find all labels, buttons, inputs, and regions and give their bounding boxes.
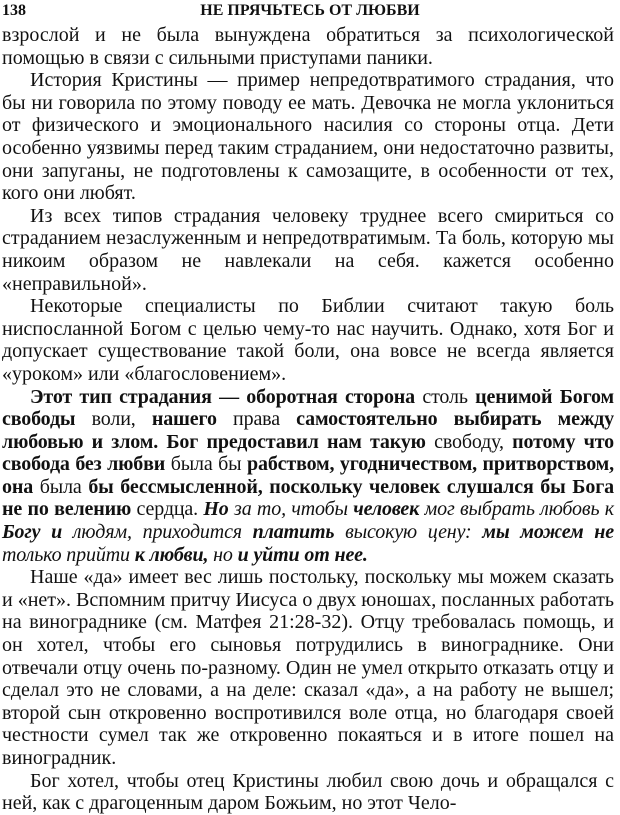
text-run: Наше «да» имеет вес лишь постольку, поскольку мы можем сказать и «нет». Вспомним притчу Иисуса о двух юношах, посланных работать на винограднике (см. Матфея 21:28-32). Отцу требовалась помощь, и он хотел, чтобы его сыновья потрудились в винограднике. Они отвечали отцу очень по-разному. Один не умел открыто отказать отцу и сделал это не словами, а на деле: сказал «да», а на работу не вышел; второй сын откровенно воспротивился воле отца, но благодаря своей честности сумел так же откровенно покаяться и в итоге пошел на виноградник.	[2, 566, 614, 769]
paragraph-4	[2, 295, 614, 385]
page-header	[0, 1, 620, 25]
text-run: Но	[203, 498, 229, 521]
text-run: столь	[415, 385, 476, 408]
text-run: Богу и	[2, 521, 63, 544]
text-run: Бог хотел, чтобы отец Кристины любил свою дочь и обращался с ней, как с драгоценным даром Божьим, но этот Чело-	[2, 769, 614, 815]
text-run: высокую цену:	[334, 521, 483, 544]
text-run: права	[216, 408, 297, 431]
text-run: Из всех типов страдания человеку труднее всего смириться со страданием незаслуженным и непредотвратимым. Та боль, которую мы никоим образом не навлекали на себя. кажется особенно «неправильной».	[2, 204, 614, 295]
text-run: взрослой и не была вынуждена обратиться за психологической помощью в связи с сильными приступами паники.	[2, 24, 614, 69]
text-run: и уйти от нее.	[237, 543, 368, 566]
text-run: мог выбрать любовь к	[419, 498, 614, 521]
paragraph-7	[2, 770, 614, 815]
page-number: 138	[2, 2, 26, 19]
text-run: людям, приходится	[62, 521, 253, 544]
text-run: Некоторые специалисты по Библии считают такую боль ниспосланной Богом с целью чему-то нас научить. Однако, хотя Бог и допускает существование такой боли, она вовсе не всегда является «уроком» или «благословением».	[2, 295, 614, 385]
text-run: но	[208, 543, 238, 566]
text-run: сердца.	[131, 498, 204, 521]
paragraph-3	[2, 205, 614, 295]
text-run: мы можем не	[482, 521, 614, 544]
text-run: Этот тип страдания — оборотная сторона	[30, 385, 416, 408]
body-text	[2, 24, 614, 815]
text-run: рабством, угодничеством, притворством, она	[2, 453, 615, 498]
paragraph-1	[2, 24, 614, 69]
text-run: только прийти	[2, 543, 135, 566]
text-run: потому что свобода без любви	[2, 430, 614, 476]
text-run: нашего	[151, 408, 217, 431]
paragraph-6	[2, 566, 614, 769]
text-run: бы бессмысленной, поскольку человек слушался бы Бога не по велению	[2, 475, 614, 521]
paragraph-5-emphasis	[2, 386, 614, 567]
text-run: ценимой Богом свободы	[2, 385, 614, 431]
text-run: за то, чтобы	[228, 498, 354, 521]
running-title: НЕ ПРЯЧЬТЕСЬ ОТ ЛЮБВИ	[200, 2, 420, 19]
text-run: платить	[252, 521, 335, 544]
text-run: История Кристины — пример непредотвратимого страдания, что бы ни говорила по этому поводу ее мать. Девочка не могла уклониться от физического и эмоционального насилия со стороны отца. Дети особенно уязвимы перед таким страданием, они недостаточно развиты, они запуганы, не подготовлены к самозащите, в особенности от тех, кого они любят.	[2, 69, 614, 205]
text-run: воли,	[75, 408, 152, 431]
text-run: свободу,	[425, 430, 513, 453]
text-run: самостоятельно выбирать между любовью и злом. Бог предоставил нам такую	[2, 408, 614, 453]
text-run: человек	[353, 498, 420, 521]
paragraph-2	[2, 69, 614, 205]
text-run: к любви,	[134, 543, 209, 566]
text-run: была бы	[165, 453, 247, 476]
text-run: была	[33, 475, 89, 498]
